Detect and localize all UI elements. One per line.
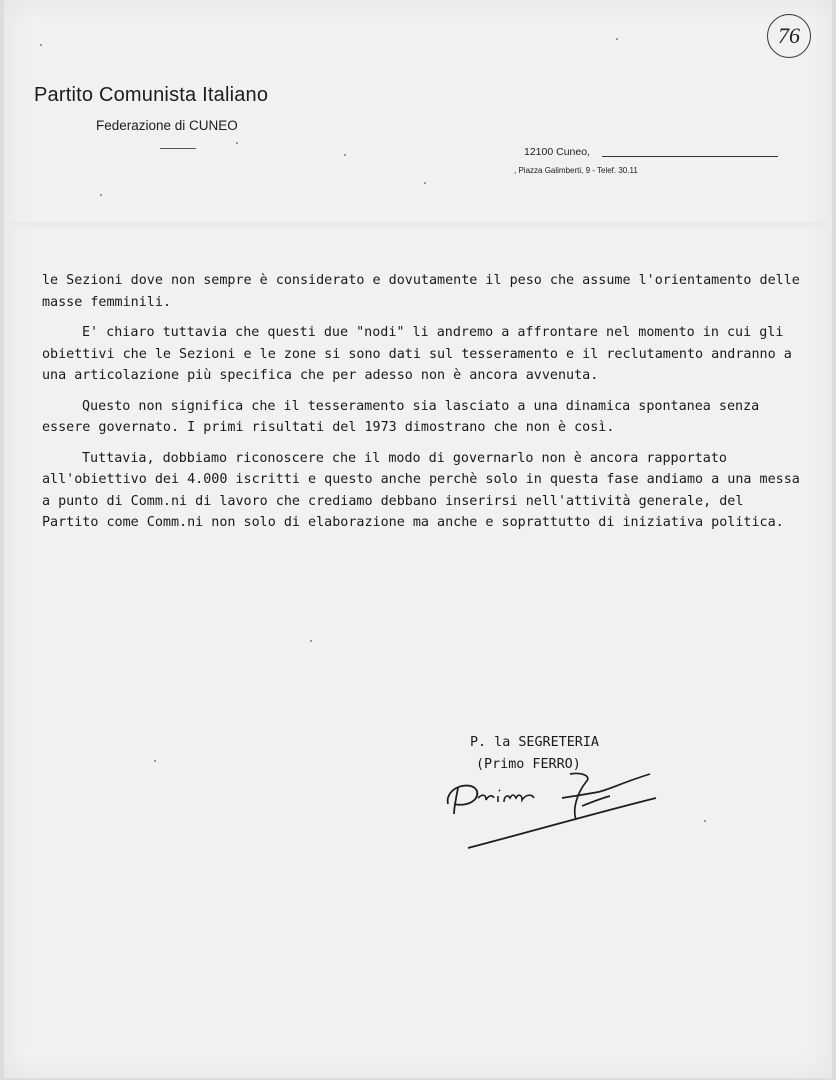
body-paragraph: Questo non significa che il tesseramento sia lasciato a una dinamica spontanea senza essere governato. I primi risultati del 1973 dimostrano che non è così. — [42, 398, 760, 435]
page-number: 76 — [767, 14, 811, 58]
body-paragraph: le Sezioni dove non sempre è considerato e dovutamente il peso che assume l'orientamento delle masse femminili. — [42, 273, 800, 310]
handwritten-signature — [442, 768, 662, 852]
paper-speck — [154, 760, 156, 762]
signature-title: P. la SEGRETERIA — [470, 735, 599, 750]
letterhead-title: Partito Comunista Italiano — [34, 84, 269, 106]
paper-speck — [236, 142, 238, 144]
body-paragraph: Tuttavia, dobbiamo riconoscere che il modo di governarlo non è ancora rapportato all'obiettivo dei 4.000 iscritti e questo anche perchè solo in questa fase andiamo a una messa a punto di Comm.ni di lavoro che crediamo debbano inserirsi nell'attività generale, del Partito come Comm.ni non solo di elaborazione ma anche e soprattutto di iniziativa politica. — [42, 450, 800, 530]
body-paragraph: E' chiaro tuttavia che questi due "nodi" li andremo a affrontare nel momento in cui gli obiettivi che le Sezioni e le zone si sono dati sul tesseramento e il reclutamento andranno a una articolazione più specifica che per adesso non è ancora avvenuta. — [42, 325, 792, 383]
fold-crease — [4, 222, 832, 228]
address-city: 12100 Cuneo, — [524, 146, 590, 158]
paper-speck — [616, 38, 618, 40]
letterhead-federation: Federazione di CUNEO — [96, 118, 238, 133]
date-line — [602, 156, 778, 157]
address-street: , Piazza Galimberti, 9 - Telef. 30.11 — [514, 166, 638, 175]
letterhead-rule — [160, 148, 196, 149]
paper-speck — [424, 182, 426, 184]
paper-speck — [344, 154, 346, 156]
paper-speck — [704, 820, 706, 822]
address-street-text: Piazza Galimberti, 9 - Telef. 30.11 — [518, 166, 638, 175]
letter-body — [42, 270, 802, 543]
letter-page — [4, 0, 832, 1078]
paper-speck — [40, 44, 42, 46]
signature-name: (Primo FERRO) — [476, 756, 581, 772]
paper-speck — [310, 640, 312, 642]
paper-speck — [100, 194, 102, 196]
